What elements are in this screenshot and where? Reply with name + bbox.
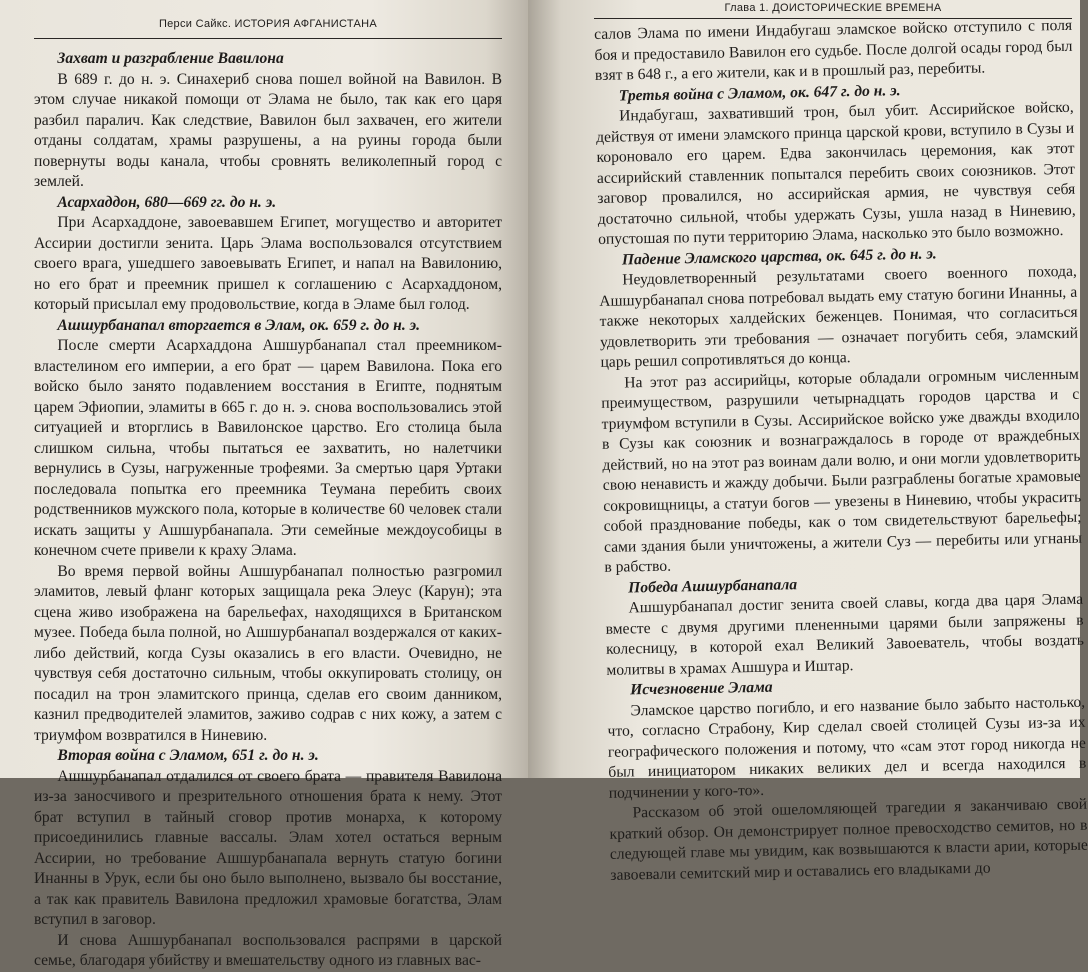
section-heading: Ашшурбанапал вторгается в Элам, ок. 659 г. до н. э. <box>57 316 420 334</box>
paragraph: И снова Ашшурбанапал воспользовался распрями в царской семье, благодаря убийству и вмешательству одного из главных вас- <box>34 931 502 969</box>
paragraph: Неудовлетворенный результатами своего военного похода, Ашшурбанапал снова потребовал выдать ему статую богини Инанны, а также некоторых халдейских беженцев. Понимая, что согласиться удовлетворить эти требования — означает погубить себя, эламский царь решил сопротивляться до конца. <box>599 262 1079 371</box>
paragraph: Ашшурбанапал отдалился от своего брата — правителя Вавилона из-за заносчивого и презрительного отношения брата к нему. Этот брат вступил в тайный сговор против монарха, к которому присоединились главные вассалы. Элам хотел остаться верным Ассирии, но требование Ашшурбанапала вернуть статую богини Инанны в Урук, если бы оно было выполнено, вызвало бы восстание, а так как правитель Вавилона предложил храмовые богатства, Элам вступил в заговор. <box>34 767 502 928</box>
paragraph: При Асархаддоне, завоевавшем Египет, могущество и авторитет Ассирии достигли зенита. Царь Элама воспользовался отсутствием своего врага, ушедшего завоевывать Египет, и напал на Вавилонию, но его брат и преемник пришел к соглашению с Асархаддоном, который присылал ему продовольствие, когда в Эламе был голод. <box>34 214 502 313</box>
paragraph: На этот раз ассирийцы, которые обладали огромным численным преимуществом, разрушили четырнадцать городов царства и с триумфом вступили в Сузы. Ассирийское войско уже дважды входило в Сузы как союзник и вознаграждалось в городе от враждебных действий, но на этот раз воинам дали волю, и они могли удовлетворить свою ненависть и жажду добычи. Были разграблены богатые храмовые сокровищницы, а статуи богов — увезены в Ниневию, чтобы украсить собой празднование победы, как о том свидетельствуют барельефы; сами здания были уничтожены, а жители Суз — перебиты или угнаны в рабство. <box>601 365 1083 576</box>
section-heading: Победа Ашшурбанапала <box>628 575 798 596</box>
section-heading: Асархаддон, 680—669 гг. до н. э. <box>57 193 277 211</box>
section-heading: Вторая война с Эламом, 651 г. до н. э. <box>57 747 319 764</box>
paragraph: Ашшурбанапал достиг зенита своей славы, когда два царя Элама вместе с двумя другими плененными царями были запряжены в колесницу, в которой ехал Великий Завоеватель, чтобы воздать молитвы в храмах Ашшура и Иштар. <box>605 590 1085 679</box>
paragraph: Индабугаш, захвативший трон, был убит. Ассирийское войско, действуя от имени эламского принца царской крови, вступило в Сузы и короновало его царем. Едва закончилась церемония, как этот ассирийский ставленник попытался перебить своих союзников. Этот заговор провалился, но ассирийская армия, не чувствуя себя достаточно сильной, чтобы удержать Сузы, ушла назад в Ниневию, опустошая по пути территорию Элама, насколько это было возможно. <box>595 98 1076 248</box>
section-heading: Захват и разграбление Вавилона <box>57 50 284 67</box>
paragraph: Во время первой войны Ашшурбанапал полностью разгромил эламитов, левый фланг которых защищала река Элеус (Карун); эта сцена живо изображена на барельефах, находящихся в Британском музее. Победа была полной, но Ашшурбанапал воздержался от каких-либо действий, когда Сузы оказались в его власти. Очевидно, не чувствуя себя достаточно сильным, чтобы оккупировать столицу, он посадил на трон эламитского принца, сделав его своим данником, казнил предводителей эламитов, заживо содрав с них кожу, а затем с триумфом возвратился в Ниневию. <box>34 562 502 744</box>
paragraph: Эламское царство погибло, и его название было забыто настолько, что, согласно Страбону, Кир сделал своей столицей Сузы из-за их географического положения и потому, что «сам этот город никогда не был инициатором никаких великих дел и всегда находился в подчинении у кого-то». <box>607 693 1087 802</box>
running-head-left: Перси Сайкс. ИСТОРИЯ АФГАНИСТАНА <box>34 18 502 39</box>
left-page <box>0 0 528 969</box>
running-head-right: Глава 1. ДОИСТОРИЧЕСКИЕ ВРЕМЕНА <box>594 2 1072 19</box>
section-heading: Падение Эламского царства, ок. 645 г. до н. э. <box>621 244 937 269</box>
paragraph: Рассказом об этой ошеломляющей трагедии я заканчиваю свой краткий обзор. Он демонстрирует полное превосходство семитов, но в следующей главе мы увидим, как возвышаются к власти арии, которые завоевали семитский мир и оставались его владыками до <box>609 795 1088 884</box>
left-page-text <box>34 49 502 972</box>
right-page <box>528 0 1088 884</box>
paragraph: В 689 г. до н. э. Синахериб снова пошел войной на Вавилон. В этом случае никакой помощи от Элама не было, так как его царя разбил паралич. Как следствие, Вавилон был захвачен, его жители отданы солдатам, храмы разрушены, а на руины города были повернуты воды канала, чтобы сровнять великолепный город с землей. <box>34 70 502 190</box>
right-page-text <box>594 16 1088 886</box>
section-heading: Третья война с Эламом, ок. 647 г. до н. э. <box>618 81 901 105</box>
paragraph-continued: салов Элама по имени Индабугаш эламское войско отступило с поля боя и предоставило Вавилон его судьбе. После долгой осады город был взят в 648 г., а его жители, как и в прошлый раз, перебиты. <box>594 16 1073 84</box>
section-heading: Исчезновение Элама <box>629 678 773 699</box>
paragraph: После смерти Асархаддона Ашшурбанапал стал преемником-властелином его империи, а его брат — царем Вавилона. Пока его войско было занято подавлением восстания в Египте, поднятым царем Эфиопии, эламиты в 665 г. до н. э. снова воспользовались этой ситуацией и вторглись в Вавилонское царство. Его столица была слишком сильна, чтобы пытаться ее захватить, но налетчики вернулись в Сузы, нагруженные трофеями. За смертью царя Уртаки последовала попытка его преемника Теумана перебить своих родственников мужского пола, которые в количестве 60 человек стали искать защиты у Ашшурбанапала. Эти семейные междоусобицы в конечном счете привели к краху Элама. <box>34 337 502 559</box>
